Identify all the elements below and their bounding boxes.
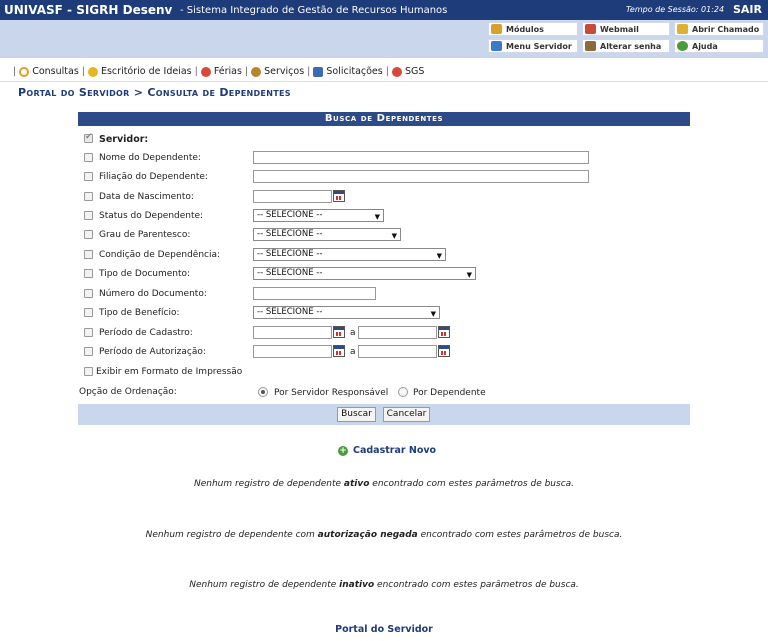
row-periodo-autorizacao (78, 343, 690, 362)
lightbulb-icon (88, 67, 98, 77)
menu-servidor-button[interactable] (488, 39, 578, 53)
nascimento-checkbox[interactable] (84, 192, 93, 201)
calendar-icon[interactable] (333, 190, 345, 202)
status-checkbox[interactable] (84, 211, 93, 220)
condicao-select[interactable]: -- SELECIONE -- ▼ (253, 248, 446, 261)
menu-icon (491, 41, 502, 51)
tipo-beneficio-select[interactable]: -- SELECIONE -- ▼ (253, 306, 440, 319)
periodo-cadastro-label: Período de Cadastro: (99, 328, 193, 338)
row-grau (78, 226, 690, 245)
calendar-icon[interactable] (438, 326, 450, 338)
filiacao-label: Filiação do Dependente: (99, 172, 208, 182)
message-autorizacao-negada: Nenhum registro de dependente com autorização negada encontrado com estes parâmetros de busca. (145, 530, 623, 540)
ord-dependente-label: Por Dependente (413, 388, 486, 398)
menu-servidor-label: Menu Servidor (506, 41, 572, 51)
tipo-beneficio-label: Tipo de Benefício: (99, 308, 180, 318)
main-menu: | Consultas | Escritório de Ideias | Férias | Serviços | Solicitações | SGS (0, 62, 768, 82)
chevron-down-icon: ▼ (374, 213, 380, 221)
row-periodo-cadastro (78, 324, 690, 343)
grau-label: Grau de Parentesco: (99, 230, 191, 240)
chevron-down-icon: ▼ (430, 310, 436, 318)
quick-links-band (0, 20, 768, 58)
servidor-label: Servidor: (99, 134, 149, 145)
form-title: Busca de Dependentes (78, 112, 690, 126)
calendar-icon[interactable] (333, 345, 345, 357)
cadastrar-novo-link[interactable] (338, 445, 436, 456)
autorizacao-fim-input[interactable] (358, 345, 437, 358)
row-status (78, 207, 690, 226)
row-exibir-impressao (78, 363, 690, 382)
logout-link[interactable]: SAIR (733, 3, 762, 16)
row-numero-doc (78, 285, 690, 304)
numero-doc-input[interactable] (253, 287, 376, 300)
autorizacao-inicio-input[interactable] (253, 345, 332, 358)
webmail-label: Webmail (600, 24, 639, 34)
modules-icon (491, 24, 502, 34)
status-select[interactable]: -- SELECIONE -- ▼ (253, 209, 384, 222)
row-ordenacao (78, 383, 690, 402)
filiacao-checkbox[interactable] (84, 172, 93, 181)
row-condicao (78, 246, 690, 265)
menu-ferias[interactable]: Férias (201, 66, 242, 77)
modulos-button[interactable] (488, 22, 578, 36)
grau-select[interactable]: -- SELECIONE -- ▼ (253, 228, 401, 241)
filiacao-input[interactable] (253, 170, 589, 183)
range-separator: a (350, 328, 356, 338)
nome-label: Nome do Dependente: (99, 153, 201, 163)
lifebuoy-icon (201, 67, 211, 77)
alterar-senha-label: Alterar senha (600, 41, 662, 51)
status-label: Status do Dependente: (99, 211, 204, 221)
menu-consultas[interactable]: Consultas (19, 66, 79, 77)
menu-escritorio-ideias[interactable]: Escritório de Ideias (88, 66, 192, 77)
breadcrumb: Portal do Servidor > Consulta de Dependentes (18, 86, 291, 99)
ordenacao-label: Opção de Ordenação: (79, 387, 177, 397)
portal-servidor-link[interactable]: Portal do Servidor (335, 624, 433, 635)
app-name: UNIVASF - SIGRH Desenv (4, 3, 173, 17)
key-icon (585, 41, 596, 51)
ajuda-button[interactable] (674, 39, 764, 53)
webmail-button[interactable] (582, 22, 670, 36)
periodo-autorizacao-checkbox[interactable] (84, 347, 93, 356)
form-icon (313, 67, 323, 77)
nome-checkbox[interactable] (84, 153, 93, 162)
periodo-cadastro-checkbox[interactable] (84, 328, 93, 337)
cadastrar-novo-label: Cadastrar Novo (353, 445, 437, 456)
top-header (0, 0, 768, 20)
modulos-label: Módulos (506, 24, 544, 34)
cadastro-fim-input[interactable] (358, 326, 437, 339)
lifebuoy-icon (392, 67, 402, 77)
ticket-icon (677, 24, 688, 34)
buscar-button[interactable]: Buscar (337, 407, 376, 422)
search-icon (19, 67, 29, 77)
user-icon (251, 67, 261, 77)
impressao-label: Exibir em Formato de Impressão (96, 367, 243, 377)
help-icon (677, 41, 688, 51)
nascimento-label: Data de Nascimento: (99, 192, 194, 202)
nome-input[interactable] (253, 151, 589, 164)
numero-doc-checkbox[interactable] (84, 289, 93, 298)
mail-icon (585, 24, 596, 34)
calendar-icon[interactable] (333, 326, 345, 338)
add-icon: + (339, 445, 347, 456)
form-footer (78, 404, 690, 425)
menu-solicitacoes[interactable]: Solicitações (313, 66, 382, 77)
menu-servicos[interactable]: Serviços (251, 66, 304, 77)
row-tipo-doc (78, 265, 690, 284)
condicao-checkbox[interactable] (84, 250, 93, 259)
chevron-down-icon: ▼ (391, 232, 397, 240)
tipo-beneficio-checkbox[interactable] (84, 308, 93, 317)
periodo-autorizacao-label: Período de Autorização: (99, 347, 206, 357)
ord-servidor-radio[interactable] (258, 387, 268, 397)
menu-sgs[interactable]: SGS (392, 66, 424, 77)
calendar-icon[interactable] (438, 345, 450, 357)
alterar-senha-button[interactable] (582, 39, 670, 53)
ord-dependente-radio[interactable] (398, 387, 408, 397)
cancelar-button[interactable]: Cancelar (383, 407, 430, 422)
row-filiacao (78, 168, 690, 187)
row-tipo-beneficio (78, 304, 690, 323)
numero-doc-label: Número do Documento: (99, 289, 207, 299)
impressao-checkbox[interactable] (84, 367, 93, 376)
condicao-label: Condição de Dependência: (99, 250, 221, 260)
ajuda-label: Ajuda (692, 41, 718, 51)
tipo-doc-checkbox[interactable] (84, 269, 93, 278)
cadastro-inicio-input[interactable] (253, 326, 332, 339)
chevron-down-icon: ▼ (436, 252, 442, 260)
row-servidor (78, 130, 690, 149)
search-form (78, 112, 690, 425)
abrir-chamado-button[interactable] (674, 22, 764, 36)
message-inativo: Nenhum registro de dependente inativo encontrado com estes parâmetros de busca. (189, 580, 579, 590)
nascimento-input[interactable] (253, 190, 332, 203)
row-nome (78, 149, 690, 168)
grau-checkbox[interactable] (84, 230, 93, 239)
chevron-down-icon: ▼ (466, 271, 472, 279)
range-separator: a (350, 347, 356, 357)
message-ativo: Nenhum registro de dependente ativo encontrado com estes parâmetros de busca. (193, 479, 575, 489)
tipo-doc-label: Tipo de Documento: (99, 269, 191, 279)
abrir-chamado-label: Abrir Chamado (692, 24, 760, 34)
row-nascimento (78, 188, 690, 207)
session-timer: Tempo de Sessão: 01:24 (626, 5, 725, 14)
app-subtitle: - Sistema Integrado de Gestão de Recursos Humanos (180, 5, 448, 16)
ord-servidor-label: Por Servidor Responsável (274, 388, 389, 398)
servidor-checkbox[interactable] (84, 134, 93, 143)
tipo-doc-select[interactable]: -- SELECIONE -- ▼ (253, 267, 476, 280)
